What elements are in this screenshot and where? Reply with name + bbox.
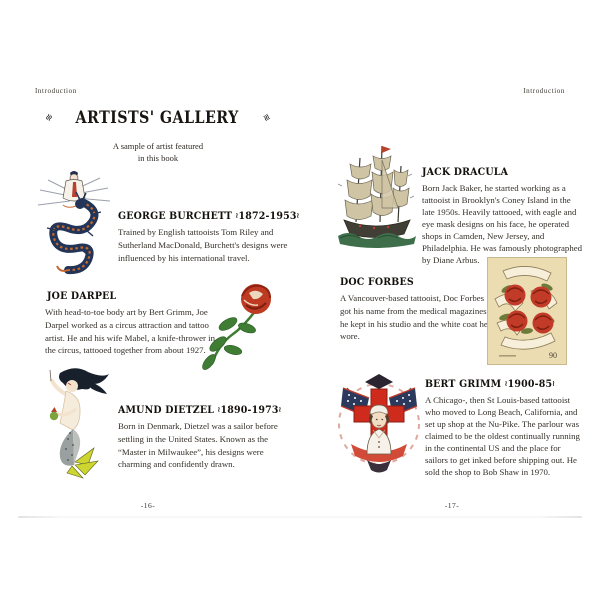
page-title: ARTISTS' GALLERY: [75, 108, 240, 128]
artist-bio-george-burchett: Trained by English tattooists Tom Riley and Sutherland MacDonald, Burchett's designs were influenced by his international travel.: [118, 227, 288, 263]
date-squiggle-icon: ≀: [278, 405, 282, 414]
dragon-tattoo-illustration: [30, 168, 118, 280]
date-squiggle-icon: ≀: [504, 379, 508, 388]
artist-bio-jack-dracula: Born Jack Baker, he started working as a tattooist in Brooklyn's Coney Island in the late 1950s. Heavily tattooed, with eagle and eye mask designs on his face, he operated shops in Camden, New Jersey, and Philadelphia. He was famously photographed by Diane Arbus.: [422, 183, 583, 265]
sailing-ship-illustration: [330, 142, 420, 252]
artist-dates: 1900-85: [507, 378, 553, 390]
date-squiggle-icon: ≀: [217, 405, 221, 414]
artist-heading-doc-forbes: [340, 276, 414, 288]
artist-dates: 1890-1973: [220, 404, 279, 416]
date-squiggle-icon: ≀: [235, 211, 239, 220]
left-running-header: Introduction: [35, 87, 77, 95]
artist-bio-joe-darpel: With head-to-toe body art by Bert Grimm, Joe Darpel worked as a circus attraction and tattoo artist. He and his wife Mabel, a knife-thrower in the circus, tattooed together from about 1927.: [45, 307, 216, 356]
artist-bio-doc-forbes: A Vancouver-based tattooist, Doc Forbes got his name from the medical magazines he kept in his studio and the white coat he wore.: [340, 293, 488, 342]
rose-tattoo-illustration: [198, 272, 283, 377]
flash-sheet-page-number: 90: [549, 351, 557, 360]
artist-heading-joe-darpel: [47, 290, 116, 302]
artist-name: GEORGE BURCHETT: [118, 210, 233, 222]
artist-heading-bert-grimm: [425, 378, 555, 390]
artist-heading-george-burchett: [118, 210, 299, 222]
title-squiggle-left-icon: ≋: [43, 112, 56, 124]
gallery-title-block: [40, 108, 275, 128]
right-page-number: -17-: [444, 501, 460, 510]
right-running-header: Introduction: [523, 87, 565, 95]
artist-dates: 1872-1953: [238, 210, 297, 222]
red-cross-nurse-illustration: [337, 372, 422, 475]
artist-name: JOE DARPEL: [47, 290, 117, 302]
artist-bio-bert-grimm: A Chicago-, then St Louis-based tattooist who moved to Long Beach, California, and set up shop at the Nu-Pike. The parlour was claimed to be the oldest continually running in the continental US and the place for sailors to get inked before shipping out. He sold the shop to Bob Shaw in 1970.: [425, 395, 580, 477]
artist-name: AMUND DIETZEL: [118, 404, 215, 416]
left-page-number: -16-: [140, 501, 156, 510]
artist-heading-jack-dracula: [422, 166, 508, 178]
mermaid-tattoo-illustration: [30, 365, 115, 480]
artist-name: DOC FORBES: [340, 276, 414, 288]
page-bottom-edge: [18, 516, 582, 518]
title-squiggle-right-icon: ≋: [259, 112, 272, 124]
date-squiggle-icon: ≀: [296, 211, 300, 220]
artist-bio-amund-dietzel: Born in Denmark, Dietzel was a sailor before settling in the United States. Known as the “Master in Milwaukee”, his designs were charming and confidently drawn.: [118, 421, 278, 470]
artist-name: JACK DRACULA: [422, 166, 509, 178]
rose-flash-sheet-illustration: [487, 257, 567, 365]
artist-name: BERT GRIMM: [425, 378, 502, 390]
artist-heading-amund-dietzel: [118, 404, 281, 416]
date-squiggle-icon: ≀: [552, 379, 556, 388]
gallery-subtitle: A sample of artist featured in this book: [112, 141, 204, 163]
